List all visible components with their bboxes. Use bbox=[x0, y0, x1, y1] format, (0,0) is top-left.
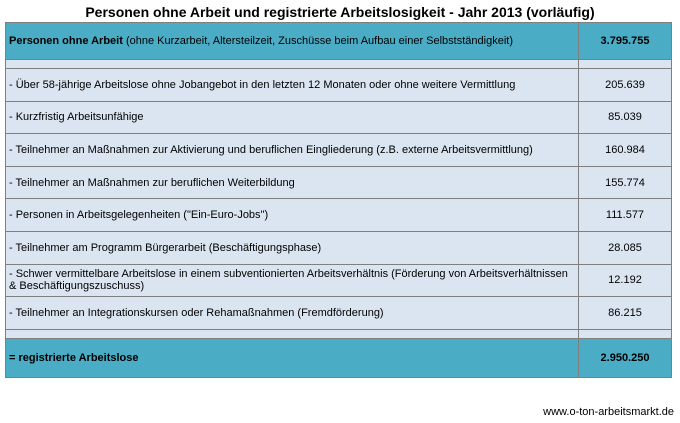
header-row bbox=[6, 23, 672, 60]
row-label: - Schwer vermittelbare Arbeitslose in einem subventionierten Arbeitsverhältnis (Förderung von Arbeitsverhältnissen & Beschäftigungszuschuss) bbox=[6, 264, 579, 297]
header-row-label bbox=[6, 23, 579, 60]
table-row bbox=[6, 264, 672, 297]
row-label: - Teilnehmer an Maßnahmen zur Aktivierung und beruflichen Eingliederung (z.B. externe Arbeitsvermittlung) bbox=[6, 134, 579, 167]
row-value: 155.774 bbox=[579, 166, 672, 199]
total-row-label: = registrierte Arbeitslose bbox=[6, 338, 579, 377]
row-value: 205.639 bbox=[579, 69, 672, 102]
row-value: 160.984 bbox=[579, 134, 672, 167]
spacer-row bbox=[6, 60, 672, 69]
table-row bbox=[6, 166, 672, 199]
table-row bbox=[6, 231, 672, 264]
row-label: - Über 58-jährige Arbeitslose ohne Jobangebot in den letzten 12 Monaten oder ohne weitere Vermittlung bbox=[6, 69, 579, 102]
table-row bbox=[6, 199, 672, 232]
table-title: Personen ohne Arbeit und registrierte Arbeitslosigkeit - Jahr 2013 (vorläufig) bbox=[85, 4, 595, 20]
data-table bbox=[5, 22, 672, 378]
row-label: - Teilnehmer an Integrationskursen oder Rehamaßnahmen (Fremdförderung) bbox=[6, 297, 579, 330]
row-value: 85.039 bbox=[579, 101, 672, 134]
row-value: 28.085 bbox=[579, 231, 672, 264]
total-row bbox=[6, 338, 672, 377]
total-row-value: 2.950.250 bbox=[579, 338, 672, 377]
row-label: - Kurzfristig Arbeitsunfähige bbox=[6, 101, 579, 134]
table-row bbox=[6, 101, 672, 134]
header-row-label-rest: (ohne Kurzarbeit, Altersteilzeit, Zuschüsse beim Aufbau einer Selbstständigkeit) bbox=[122, 35, 513, 47]
table-row bbox=[6, 69, 672, 102]
header-row-label-bold: Personen ohne Arbeit bbox=[9, 35, 123, 47]
table-row bbox=[6, 297, 672, 330]
row-label: - Teilnehmer an Maßnahmen zur beruflichen Weiterbildung bbox=[6, 166, 579, 199]
source-footer: www.o-ton-arbeitsmarkt.de bbox=[543, 406, 674, 418]
table-row bbox=[6, 134, 672, 167]
header-row-value: 3.795.755 bbox=[579, 23, 672, 60]
row-label: - Teilnehmer am Programm Bürgerarbeit (Beschäftigungsphase) bbox=[6, 231, 579, 264]
row-value: 86.215 bbox=[579, 297, 672, 330]
row-value: 111.577 bbox=[579, 199, 672, 232]
row-value: 12.192 bbox=[579, 264, 672, 297]
row-label: - Personen in Arbeitsgelegenheiten ("Ein-Euro-Jobs") bbox=[6, 199, 579, 232]
spacer-row bbox=[6, 329, 672, 338]
